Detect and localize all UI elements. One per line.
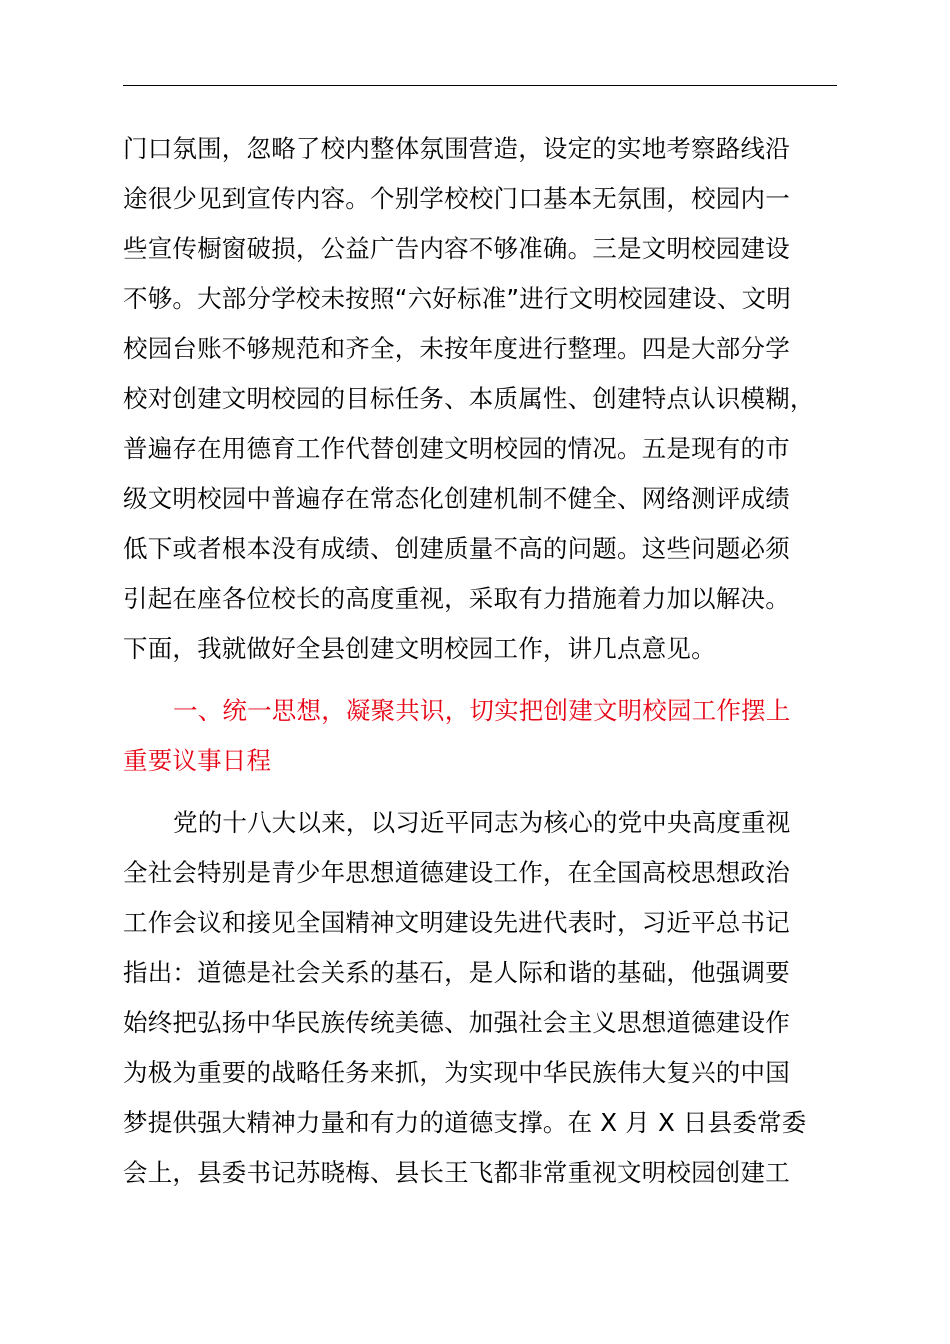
heading-line: 重要议事日程 — [123, 746, 272, 775]
paragraph-line: 会上，县委书记苏晓梅、县长王飞都非常重视文明校园创建工 — [123, 1158, 790, 1187]
paragraph-line: 级文明校园中普遍存在常态化创建机制不健全、网络测评成绩 — [123, 484, 790, 513]
document-body — [123, 124, 843, 1198]
paragraph-line: 为极为重要的战略任务来抓，为实现中华民族伟大复兴的中国 — [123, 1058, 790, 1087]
paragraph-line: 始终把弘扬中华民族传统美德、加强社会主义思想道德建设作 — [123, 1008, 790, 1037]
paragraph-line: 普遍存在用德育工作代替创建文明校园的情况。五是现有的市 — [123, 434, 790, 463]
paragraph-line: 党的十八大以来，以习近平同志为核心的党中央高度重视 — [173, 808, 791, 837]
paragraph-line: 途很少见到宣传内容。个别学校校门口基本无氛围，校园内一 — [123, 184, 790, 213]
section-heading-1 — [123, 686, 843, 786]
paragraph-line: 校对创建文明校园的目标任务、本质属性、创建特点认识模糊， — [123, 384, 815, 413]
paragraph-line: 校园台账不够规范和齐全，未按年度进行整理。四是大部分学 — [123, 334, 790, 363]
paragraph-line: 引起在座各位校长的高度重视，采取有力措施着力加以解决。 — [123, 584, 790, 613]
paragraph-1 — [123, 124, 843, 674]
paragraph-line: 梦提供强大精神力量和有力的道德支撑。在 X 月 X 日县委常委 — [123, 1108, 807, 1137]
paragraph-line: 低下或者根本没有成绩、创建质量不高的问题。这些问题必须 — [123, 534, 790, 563]
spacer — [123, 786, 843, 798]
header-rule — [123, 85, 837, 86]
spacer — [123, 674, 843, 686]
paragraph-line: 不够。大部分学校未按照“六好标准”进行文明校园建设、文明 — [123, 284, 791, 313]
paragraph-line: 下面，我就做好全县创建文明校园工作，讲几点意见。 — [123, 634, 716, 663]
paragraph-2 — [123, 798, 843, 1198]
paragraph-line: 指出：道德是社会关系的基石，是人际和谐的基础，他强调要 — [123, 958, 790, 987]
paragraph-line: 全社会特别是青少年思想道德建设工作，在全国高校思想政治 — [123, 858, 790, 887]
heading-line: 一、统一思想，凝聚共识，切实把创建文明校园工作摆上 — [173, 696, 791, 725]
paragraph-line: 些宣传橱窗破损，公益广告内容不够准确。三是文明校园建设 — [123, 234, 790, 263]
paragraph-line: 门口氛围，忽略了校内整体氛围营造，设定的实地考察路线沿 — [123, 134, 790, 163]
paragraph-line: 工作会议和接见全国精神文明建设先进代表时，习近平总书记 — [123, 908, 790, 937]
